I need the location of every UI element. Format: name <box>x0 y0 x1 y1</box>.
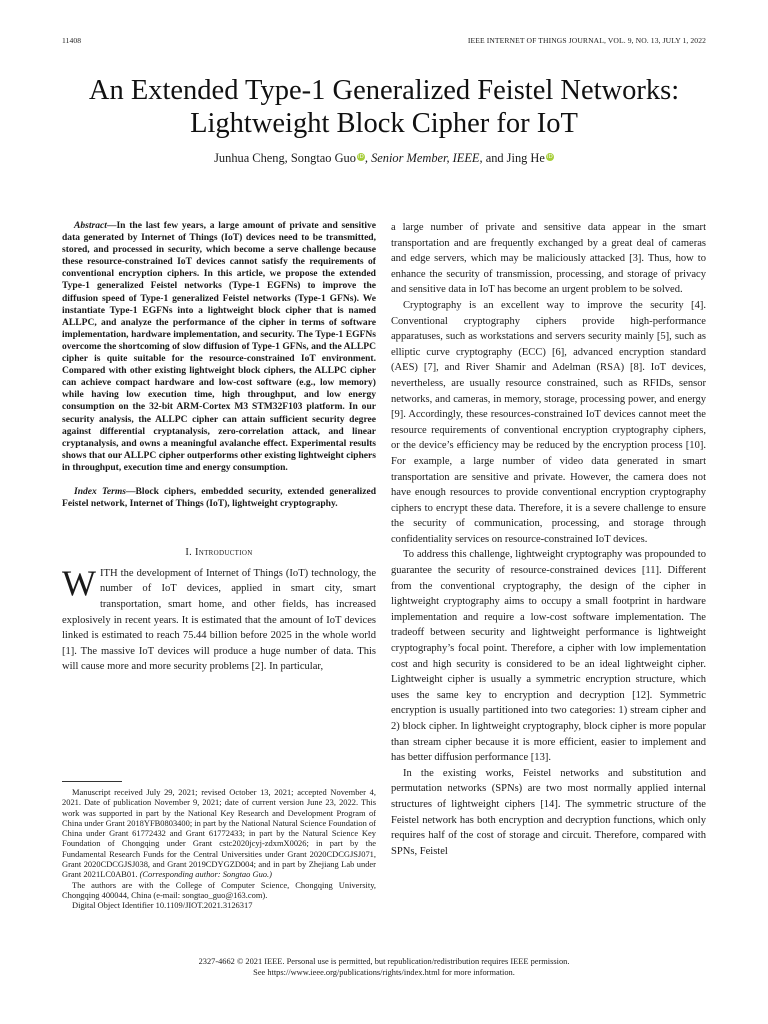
body-paragraph: In the existing works, Feistel networks and substitution and permutation networks (SPNs) are two most normally applied internal structures of lightweight ciphers [14]. The symmetric structure of the Feistel network has both encryption and decryption functions, which only requires half of the cost of storage and circuit. Therefore, compared with SPNs, Feistel <box>391 767 706 857</box>
section-heading <box>62 545 376 561</box>
intro-text: the development of Internet of Things (IoT) technology, the number of IoT devices, applied in smart city, smart transportation, smart home, and other fields, has increased explosively in recent years. It is estimated that the amount of IoT devices linked is estimated to reach 75.44 billion before 2025 in the whole world [1]. The massive IoT devices will produce a huge number of data. This will cause more and more security problems [2]. In particular, <box>62 567 376 673</box>
orcid-icon[interactable]: iD <box>358 154 364 160</box>
paper-title <box>40 74 728 140</box>
corresponding-author: (Corresponding author: Songtao Guo.) <box>139 869 272 880</box>
footnote-manuscript <box>62 787 376 880</box>
author-list <box>40 150 728 166</box>
copyright-line-1: 2327-4662 © 2021 IEEE. Personal use is permitted, but republication/redistribution requires IEEE permission. <box>198 957 570 966</box>
intro-paragraph <box>62 562 376 675</box>
footnote-doi[interactable]: Digital Object Identifier 10.1109/JIOT.2021.3126317 <box>72 900 253 911</box>
index-terms <box>62 486 376 510</box>
index-terms-text: —Block ciphers, embedded security, extended generalized Feistel network, Internet of Things (IoT), lightweight cryptography. <box>62 485 376 510</box>
footnote <box>62 787 376 911</box>
author-he: and Jing He <box>482 151 545 165</box>
author-cheng-guo: Junhua Cheng, Songtao Guo <box>214 151 356 165</box>
footnote-rule <box>62 781 122 782</box>
author-role: , Senior Member, IEEE, <box>364 151 483 165</box>
footnote-affiliation: The authors are with the College of Computer Science, Chongqing University, Chongqing 400044, China (e-mail: songtao_guo@163.com). <box>62 879 376 900</box>
title-line-2: Lightweight Block Cipher for IoT <box>190 108 578 139</box>
index-terms-label: Index Terms <box>74 485 126 497</box>
title-line-1: An Extended Type-1 Generalized Feistel Networks: <box>88 75 680 106</box>
abstract-label: Abstract <box>74 220 107 231</box>
body-paragraph: Cryptography is an excellent way to improve the security [4]. Conventional cryptography ciphers provide high-performance apparatuses, such as workstations and servers security mainly [5], such as elliptic curve cryptography (ECC) [6], advanced encryption standard (AES) [7], and River Shamir and Adelman (RSA) [8]. IoT devices, nevertheless, are usually resource constrained, such as RFIDs, sensor networks, and cameras, in memory, storage, processing power, and energy [9]. Accordingly, these resources-constrained IoT devices cannot meet the resource requirements of conventional encryption cryptography ciphers, or the device’s efficiency may be reduced by the encryption process [10]. For example, a large number of video data generated in smart transportation are sensitive and private. However, the camera does not have enough resources to provide conventional encryption cryptography ciphers to encrypt these data. Therefore, it is a severe challenge to ensure the security of communication, processing, and storage through confidentiality services on resource-constrained IoT devices. <box>391 299 706 545</box>
journal-citation: IEEE INTERNET OF THINGS JOURNAL, VOL. 9, NO. 13, JULY 1, 2022 <box>467 36 706 45</box>
footnote-manuscript-text: Manuscript received July 29, 2021; revised October 13, 2021; accepted November 4, 2021. Date of publication November 9, 2021; date of current version June 23, 2022. This work was supported in part by the National Key Research and Development Program of China under Grant 2018YFB0803400; in part by the National Natural Science Foundation of China under Grant 61772432 and Grant 61772433; in part by the Natural Science Key Foundation of Chongqing under Grant cstc2020jcyj-zdxmX0026; in part by the Fundamental Research Funds for the Central Universities under Grant 2020CDCGJSJ071, Grant 2020CDCGJSJ038, and Grant 2019CDYGZD004; and in part by Zhejiang Lab under Grant 2021LC0AB01. <box>62 787 376 880</box>
running-header <box>62 36 706 48</box>
intro-first-word: ITH <box>99 567 118 579</box>
right-column <box>391 220 706 859</box>
section-title: Introduction <box>194 547 253 559</box>
left-column <box>62 220 376 675</box>
body-paragraph: a large number of private and sensitive data appear in the smart transportation and are frequently exchanged by a great deal of cameras and edge servers, which may be maliciously attacked [3]. Thus, how to enhance the security of transmission, processing, and storage of privacy and sensitive data in IoT has become an urgent problem to be solved. <box>391 222 706 296</box>
abstract-text: —In the last few years, a large amount of private and sensitive data generated by Internet of Things (IoT) devices need to be transmitted, stored, and processed in security, which become a serve challenge because these resource-constrained IoT devices cannot satisfy the requirements of conventional encryption ciphers. In this article, we propose the extended Type-1 generalized Feistel networks (Type-1 EGFNs) to improve the diffusion speed of Type-1 generalized Feistel networks (Type-1 GFNs). We instantiate Type-1 EGFNs into a lightweight block cipher that is named ALLPC, and analyze the performance of the cipher in terms of software implementation, hardware implementation, and security. The Type-1 EGFNs overcome the shortcoming of slow diffusion of Type-1 GFNs, and the ALLPC cipher is quite suitable for the resource-constrained IoT environment. Compared with other existing lightweight block ciphers, the ALLPC cipher can achieve compact hardware and low-cost software (e.g., low memory) while having low execution time, high throughput, and low energy consumption on the 32-bit ARM-Cortex M3 STM32F103 platform. In our security analysis, the ALLPC cipher can attain sufficient security degree against differential cryptanalysis, zero-correlation attack, and linear cryptanalysis, and owns a meaningful avalanche effect. Experimental results shows that our ALLPC cipher outperforms other existing lightweight ciphers in throughput, execution time and energy consumption. <box>62 220 376 473</box>
page-number: 11408 <box>62 36 82 45</box>
orcid-icon[interactable]: iD <box>547 154 553 160</box>
drop-cap: W <box>62 562 96 603</box>
body-paragraph: To address this challenge, lightweight cryptography was propounded to guarantee the security of resource-constrained devices [11]. Different from the conventional cryptography, the design of the cipher in lightweight cryptography aims to occupy a small footprint in hardware implementation and require a low-cost software implementation. The tradeoff between security and lightweight performance is lightweight cryptography’s focal point. Therefore, a cipher with low implementation cost and high security is considered to be an ideal lightweight cipher. Lightweight cipher is usually a symmetric encryption structure, which uses the same key to encryption and decryption [12]. Symmetric encryption is usually partitioned into two categories: 1) stream cipher and 2) block cipher. In lightweight cryptography, block cipher is more popular than stream cipher because it is more efficient, easier to implement and has better diffusion performance [13]. <box>391 549 706 764</box>
copyright-line-2[interactable]: See https://www.ieee.org/publications/rights/index.html for more information. <box>253 967 515 977</box>
section-number: I. <box>185 547 195 559</box>
abstract <box>62 220 376 474</box>
copyright-notice <box>40 957 728 978</box>
